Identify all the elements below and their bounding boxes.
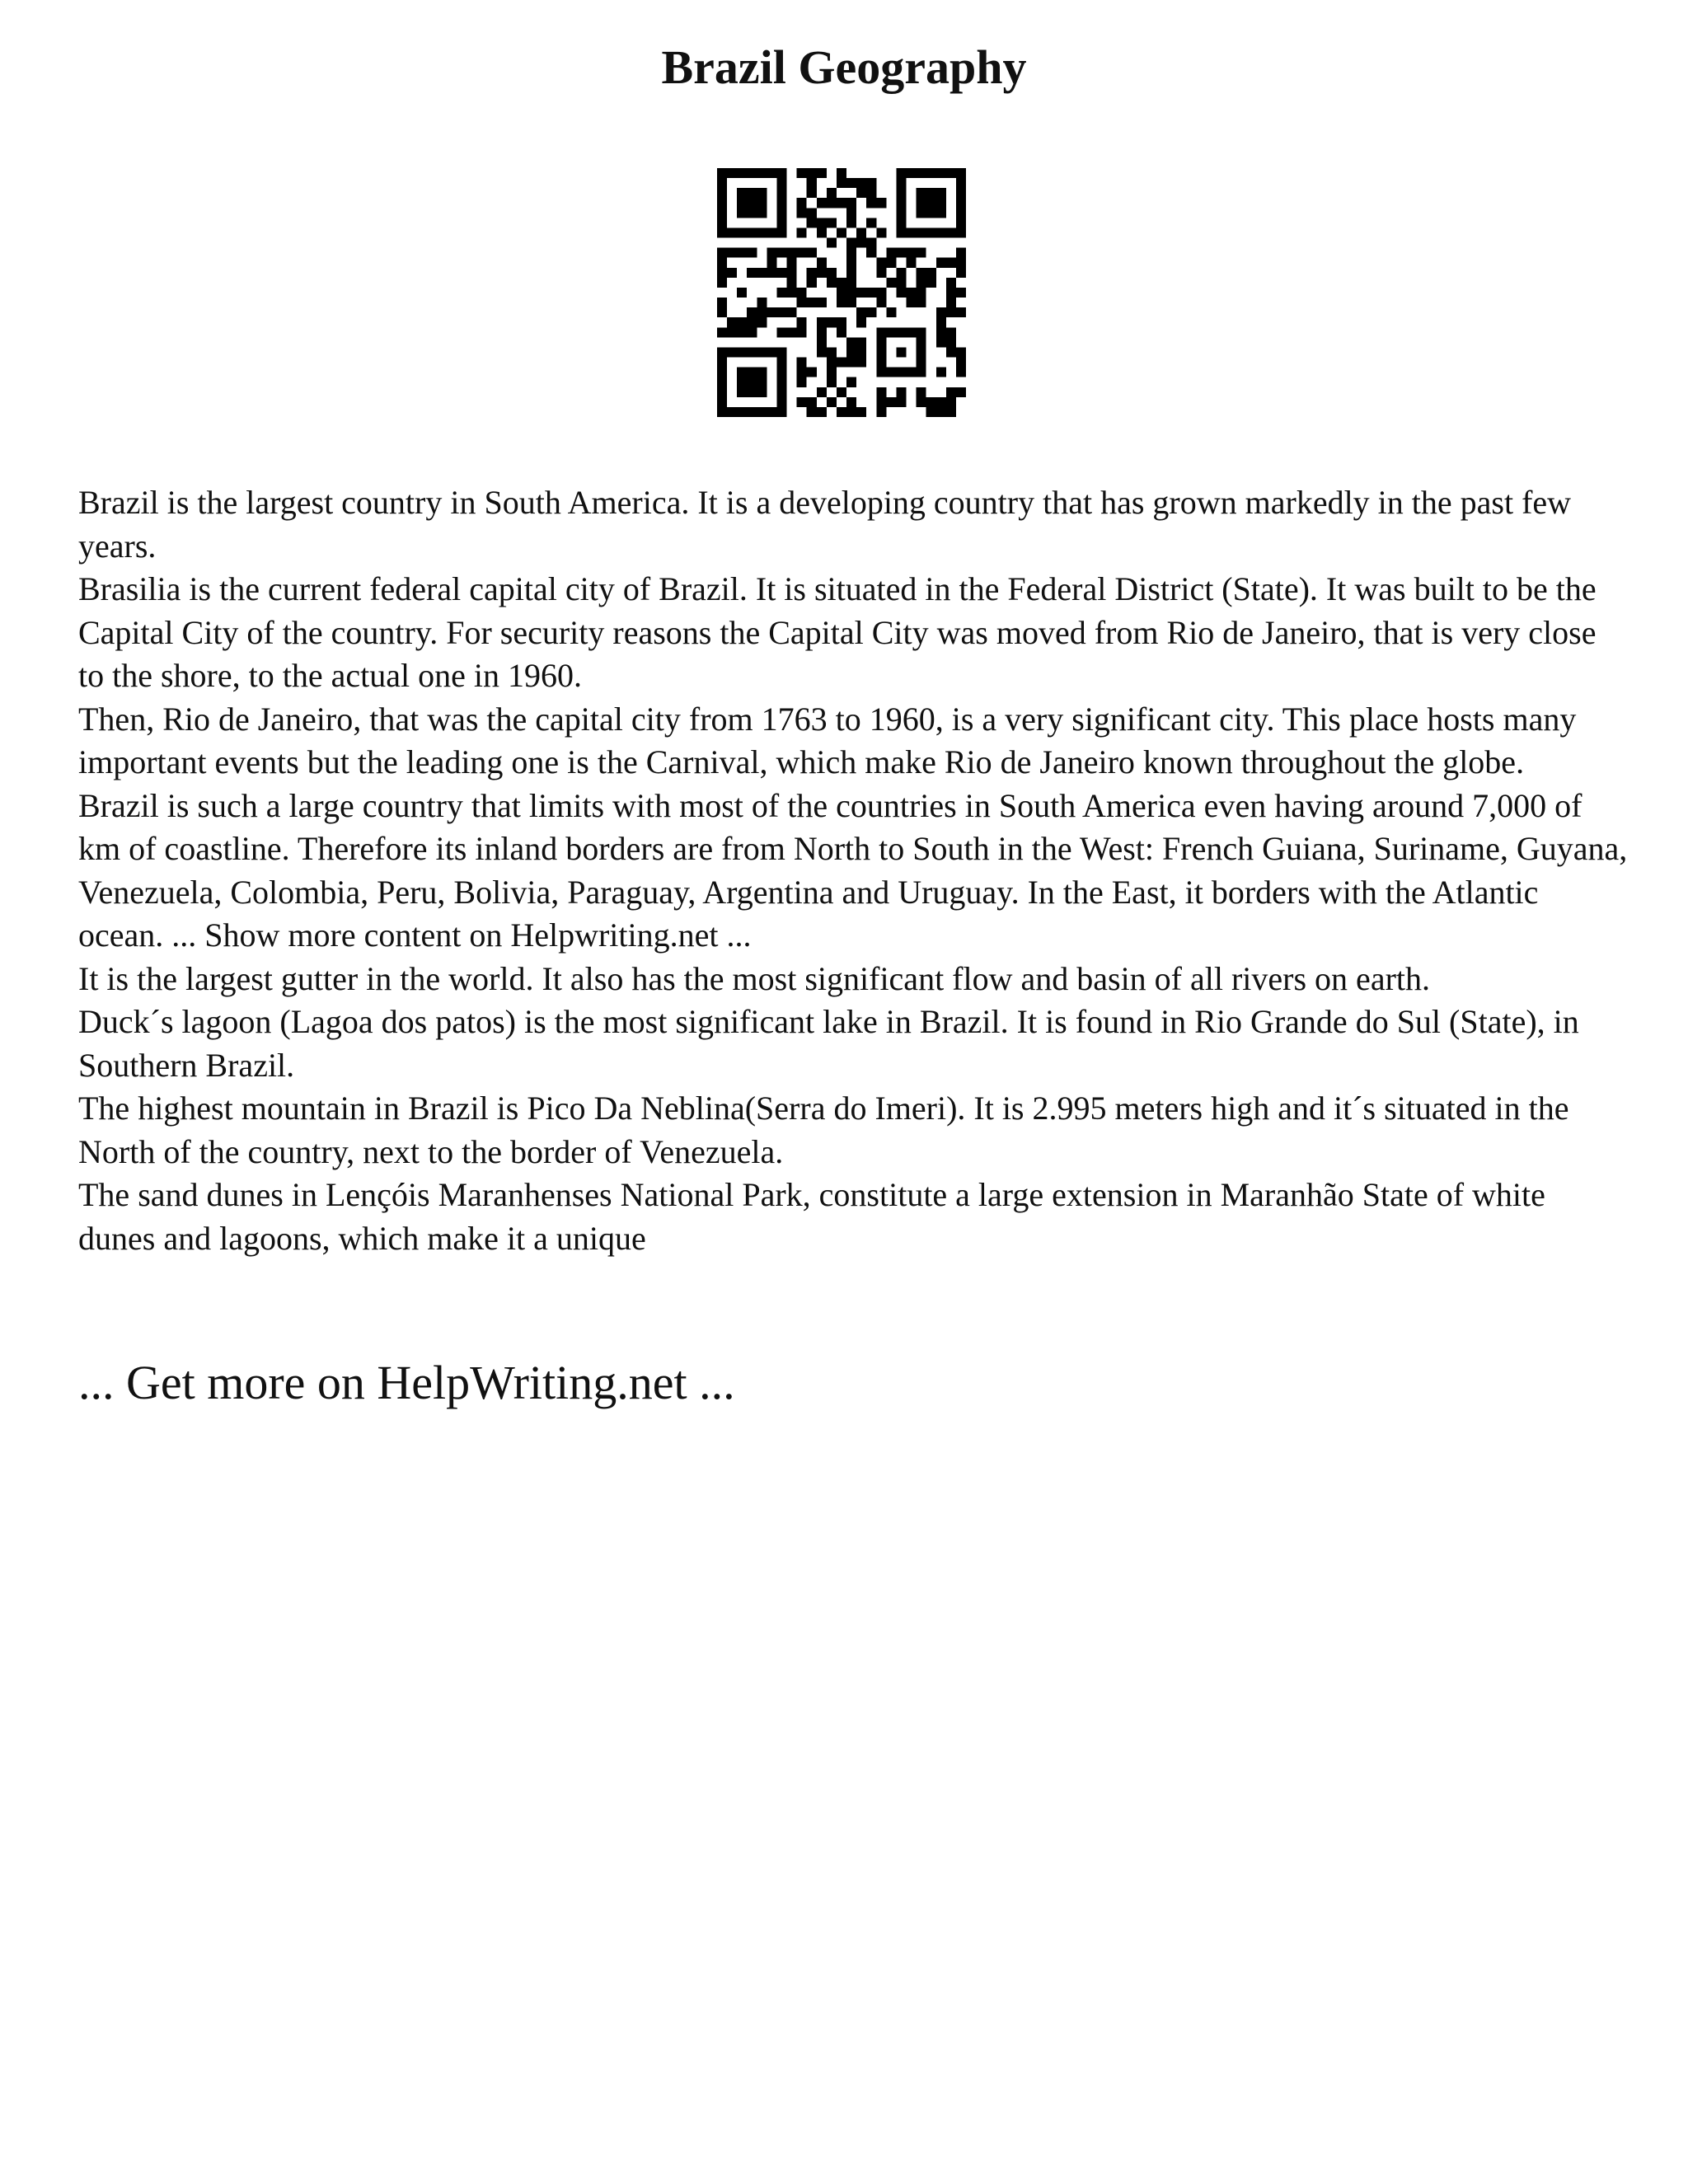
paragraph: The sand dunes in Lençóis Maranhenses National Park, constitute a large extension in Maranhão State of white dunes and lagoons, which make it a unique xyxy=(78,1176,1545,1257)
paragraph: Brazil is such a large country that limits with most of the countries in South America even having around 7,000 of km of coastline. Therefore its inland borders are from North to South in the West: French Guiana, Suriname, Guyana, Venezuela, Colombia, Peru, Bolivia, Paraguay, Argentina and Uruguay. In the East, it borders with the Atlantic ocean. ... Show more content on Helpwriting.net ... xyxy=(78,786,1628,954)
get-more-link[interactable]: ... Get more on HelpWriting.net ... xyxy=(78,1356,735,1409)
paragraph: Duck´s lagoon (Lagoa dos patos) is the most significant lake in Brazil. It is found in Rio Grande do Sul (State), in Southern Brazil. xyxy=(78,1003,1579,1084)
paragraph: The highest mountain in Brazil is Pico Da Neblina(Serra do Imeri). It is 2.995 meters high and it´s situated in the North of the country, next to the border of Venezuela. xyxy=(78,1090,1569,1170)
paragraph: Then, Rio de Janeiro, that was the capital city from 1763 to 1960, is a very significant city. This place hosts many important events but the leading one is the Carnival, which make Rio de Janeiro known throughout the globe. xyxy=(78,700,1577,780)
article-body xyxy=(78,481,1628,1260)
paragraph: Brazil is the largest country in South America. It is a developing country that has grown markedly in the past few years. xyxy=(78,484,1572,565)
paragraph: Brasilia is the current federal capital city of Brazil. It is situated in the Federal District (State). It was built to be the Capital City of the country. For security reasons the Capital City was moved from Rio de Janeiro, that is very close to the shore, to the actual one in 1960. xyxy=(78,570,1597,694)
document-title: Brazil Geography xyxy=(661,40,1027,94)
qr-code[interactable] xyxy=(717,168,966,417)
paragraph: It is the largest gutter in the world. It also has the most significant flow and basin of all rivers on earth. xyxy=(78,959,1430,997)
